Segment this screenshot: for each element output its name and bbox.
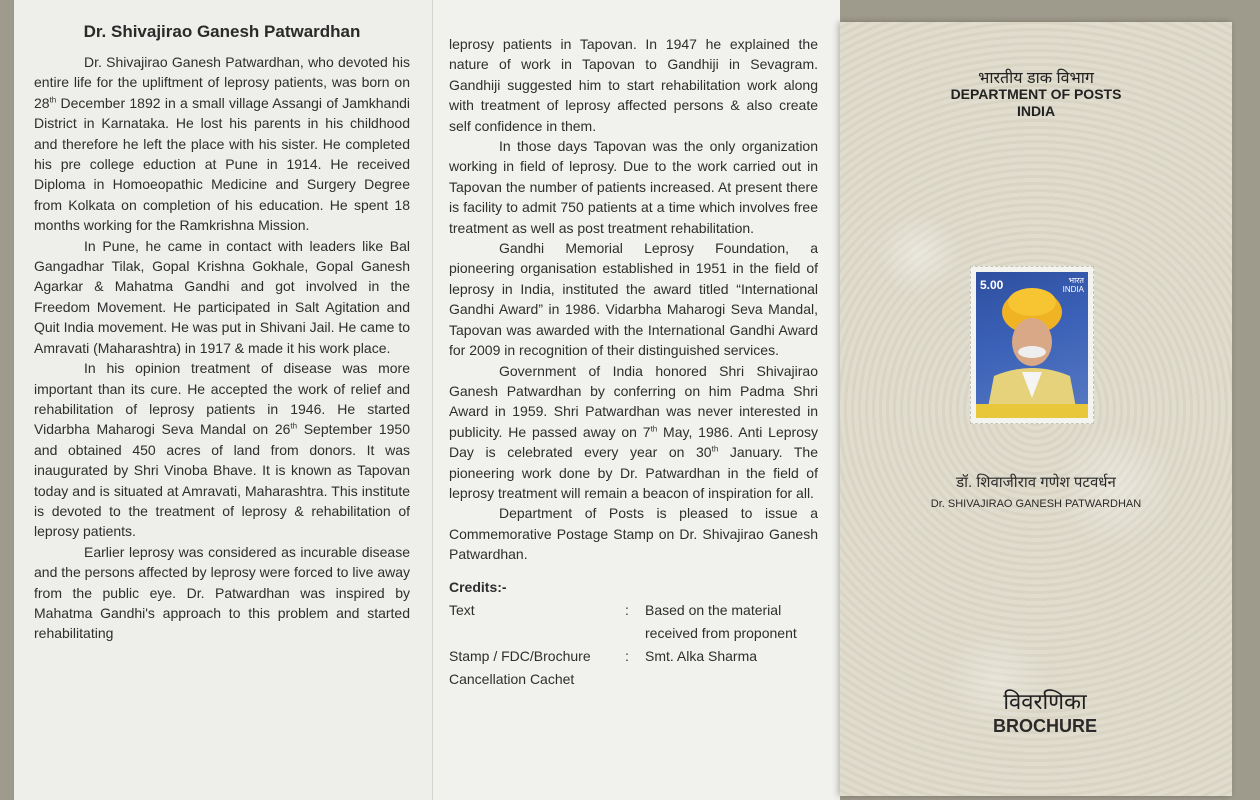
paragraph-leprosy-work: In his opinion treatment of disease was more important than its cure. He accepted the work of relief and rehabilitation of leprosy patients in 1946. He started Vidarbha Maharogi Seva Mandal on 26th September 1950 and obtained 450 acres of land from donors. It was inaugurated by Shri Vinoba Bhave. It is known as Tapovan today and is situated at Amravati, Maharashtra. This institute is devoted to the treatment of leprosy & rehabilitation of leprosy patients. bbox=[34, 360, 410, 540]
middle-panel bbox=[432, 0, 840, 800]
credit-row-stamp bbox=[449, 645, 818, 691]
paragraph-padma-shri: Government of India honored Shri Shivajirao Ganesh Patwardhan by conferring on him Padma Shri Award in 1959. Shri Patwardhan was never interested in publicity. He passed away on 7th May, 1986. Anti Leprosy Day is celebrated every year on 30th January. The pioneering work done by Dr. Patwardhan in the field of leprosy treatment will remain a beacon of inspiration for all. bbox=[449, 362, 818, 501]
credit-value: Smt. Alka Sharma bbox=[645, 647, 758, 664]
brochure-title: Dr. Shivajirao Ganesh Patwardhan bbox=[83, 22, 361, 41]
credit-colon: : bbox=[625, 647, 629, 664]
cover-panel bbox=[840, 22, 1232, 796]
credit-label: Text bbox=[449, 601, 475, 618]
credit-label: Stamp / FDC/Brochure Cancellation Cachet bbox=[449, 647, 591, 687]
credit-colon: : bbox=[625, 601, 629, 618]
department-line-1: DEPARTMENT OF POSTS bbox=[950, 86, 1122, 102]
department-line-2: INDIA bbox=[1016, 103, 1056, 119]
credits-section bbox=[449, 579, 818, 691]
brochure-label-hindi: विवरणिका bbox=[1003, 689, 1087, 714]
left-panel bbox=[14, 0, 432, 800]
stamp-country-english: INDIA bbox=[1062, 285, 1084, 294]
honoree-name-hindi: डॉ. शिवाजीराव गणेश पटवर्धन bbox=[956, 474, 1116, 491]
stamp-value: 5.00 bbox=[980, 278, 1004, 292]
paragraph-gandhi-inspiration: Earlier leprosy was considered as incurable disease and the persons affected by leprosy were forced to live away from the public eye. Dr. Patwardhan was inspired by Mahatma Gandhi's approach to this problem and started rehabilitating bbox=[34, 543, 410, 642]
department-name bbox=[840, 86, 1232, 120]
paragraph-gandhi-award: Gandhi Memorial Leprosy Foundation, a pioneering organisation established in 1951 in the field of leprosy in India, instituted the award titled “International Gandhi Award” in 1986. Vidarbha Maharogi Seva Mandal, Tapovan was awarded with the International Gandhi Award for 2009 in recognition of their distinguished services. bbox=[449, 240, 818, 359]
credit-row-text bbox=[449, 599, 818, 645]
credit-value: Based on the material received from proponent bbox=[645, 601, 797, 641]
stamp-caption bbox=[976, 404, 1088, 418]
honoree-name-english: Dr. SHIVAJIRAO GANESH PATWARDHAN bbox=[930, 498, 1142, 510]
stamp-country bbox=[1063, 276, 1084, 294]
brochure-label: BROCHURE bbox=[992, 716, 1097, 736]
stamp-artwork bbox=[976, 272, 1088, 418]
paragraph-freedom-movement: In Pune, he came in contact with leaders like Bal Gangadhar Tilak, Gopal Krishna Gokhale, Gopal Ganesh Agarkar & Mahatma Gandhi and got involved in the Freedom Movement. He participated in Salt Agitation and Quit India movement. He was put in Shivani Jail. He came to Amravati (Maharashtra) in 1917 & made it his work place. bbox=[34, 237, 410, 356]
paragraph-biography: Dr. Shivajirao Ganesh Patwardhan, who devoted his entire life for the upliftment of leprosy patients, was born on 28th December 1892 in a small village Assangi of Jamkhandi District in Karnataka. He lost his parents in his childhood and therefore he left the place with his sister. He completed his pre college eduction at Pune in 1914. He received Diploma in Homoeopathic Medicine and Surgery Degree from Kolkata on completion of his education. He spent 18 months working for the Ramkrishna Mission. bbox=[34, 54, 410, 234]
stamp-country-hindi: भारत bbox=[1068, 276, 1084, 285]
credits-heading: Credits:- bbox=[449, 578, 507, 595]
postage-stamp bbox=[970, 266, 1094, 424]
paragraph-stamp-issue: Department of Posts is pleased to issue a Commemorative Postage Stamp on Dr. Shivajirao Ganesh Patwardhan. bbox=[449, 505, 818, 563]
paragraph-tapovan-rehab: leprosy patients in Tapovan. In 1947 he explained the nature of work in Tapovan to Gandhiji in Sevagram. Gandhiji suggested him to start rehabilitation work along with treatment of leprosy affected persons & also create self confidence in them. bbox=[449, 36, 818, 134]
paragraph-tapovan-organization: In those days Tapovan was the only organization working in field of leprosy. Due to the work carried out in Tapovan the number of patients increased. At present there is facility to admit 750 patients at a time which involves free treatment as well as post treatment rehabilitation. bbox=[449, 138, 818, 236]
department-hindi: भारतीय डाक विभाग bbox=[978, 70, 1094, 87]
